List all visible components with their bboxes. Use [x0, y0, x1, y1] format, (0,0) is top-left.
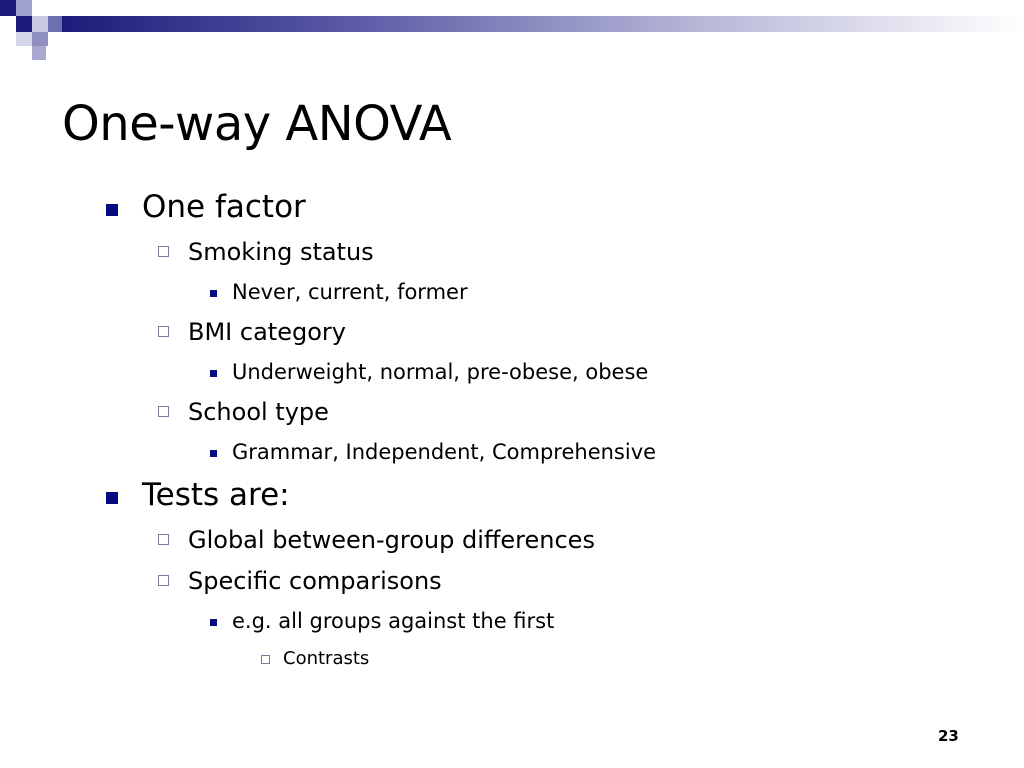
bullet-item: Contrasts	[283, 648, 370, 669]
bullet-hollow-square-icon	[158, 246, 169, 257]
bullet-square-icon	[106, 204, 118, 216]
bullet-item: Underweight, normal, pre-obese, obese	[232, 360, 649, 384]
bullet-item: Smoking status	[188, 238, 374, 266]
decor-square	[16, 0, 32, 16]
header-gradient-bar	[62, 16, 1024, 32]
bullet-hollow-square-icon	[158, 406, 169, 417]
decor-square	[16, 32, 32, 46]
bullet-item: Grammar, Independent, Comprehensive	[232, 440, 657, 464]
bullet-square-icon	[210, 370, 217, 377]
bullet-item: Tests are:	[142, 477, 290, 513]
bullet-item: School type	[188, 398, 329, 426]
decor-square	[48, 16, 62, 32]
bullet-hollow-square-icon	[158, 534, 169, 545]
bullet-hollow-square-icon	[158, 326, 169, 337]
bullet-item: Global between-group differences	[188, 526, 595, 554]
bullet-item: One factor	[142, 189, 306, 225]
decor-square	[32, 46, 46, 60]
header-decoration	[0, 0, 1024, 64]
slide-title: One-way ANOVA	[62, 96, 452, 152]
bullet-item: Never, current, former	[232, 280, 468, 304]
bullet-square-icon	[210, 619, 217, 626]
decor-square	[32, 32, 48, 46]
bullet-square-icon	[106, 492, 118, 504]
bullet-item: Specific comparisons	[188, 567, 442, 595]
bullet-item: e.g. all groups against the first	[232, 609, 555, 633]
bullet-hollow-square-icon	[158, 575, 169, 586]
bullet-hollow-square-icon	[261, 655, 270, 664]
decor-square	[32, 16, 48, 32]
bullet-square-icon	[210, 290, 217, 297]
decor-square	[16, 16, 32, 32]
page-number: 23	[938, 727, 959, 745]
bullet-item: BMI category	[188, 318, 346, 346]
bullet-square-icon	[210, 450, 217, 457]
decor-square	[0, 0, 16, 16]
